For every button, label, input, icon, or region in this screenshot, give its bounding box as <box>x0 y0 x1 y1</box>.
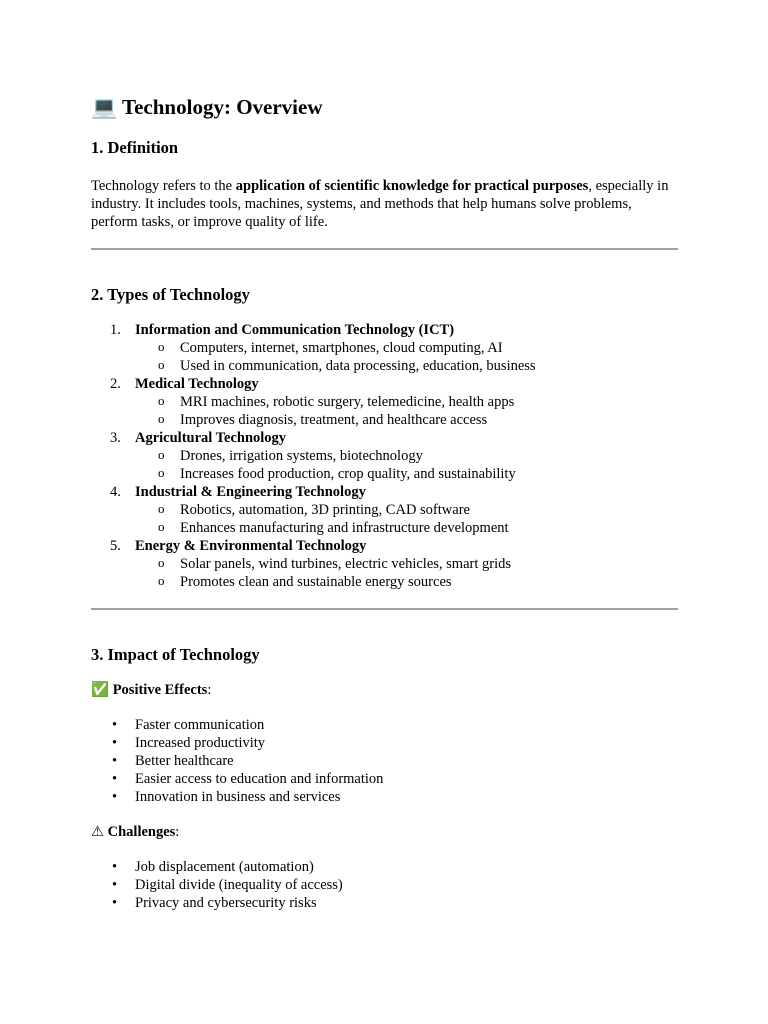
sub-item-text: Used in communication, data processing, education, business <box>180 358 536 374</box>
sub-list-item <box>135 501 678 519</box>
list-item-text: Faster communication <box>135 717 265 733</box>
types-list-item <box>91 429 678 483</box>
list-item-text: Job displacement (automation) <box>135 859 314 875</box>
item-number: 1. <box>110 322 121 338</box>
positive-effects-title: Positive Effects <box>112 682 208 698</box>
computer-icon: 💻 <box>91 95 118 119</box>
bullet-marker: • <box>112 895 118 911</box>
challenges-list <box>91 858 678 912</box>
check-mark-icon: ✅ <box>91 682 110 698</box>
label-colon: : <box>207 682 212 698</box>
list-item <box>91 716 678 734</box>
list-item-text: Digital divide (inequality of access) <box>135 877 343 893</box>
sub-bullet-marker: o <box>158 357 165 372</box>
sub-bullet-marker: o <box>158 501 165 516</box>
item-title: Medical Technology <box>135 376 259 392</box>
definition-text-after: , especially in industry. It includes tools, machines, systems, and methods that help humans solve problems, perform tasks, or improve quality of life. <box>91 178 669 230</box>
sub-item-text: Increases food production, crop quality, and sustainability <box>180 466 516 482</box>
sub-bullet-marker: o <box>158 555 165 570</box>
types-heading: 2. Types of Technology <box>91 285 250 304</box>
sub-list-item <box>135 393 678 411</box>
sub-list-item <box>135 555 678 573</box>
list-item <box>91 752 678 770</box>
warning-icon: ⚠ <box>91 824 104 840</box>
item-number: 5. <box>110 538 121 554</box>
sub-list-item <box>135 447 678 465</box>
sub-list <box>135 339 678 375</box>
item-number: 3. <box>110 430 121 446</box>
sub-item-text: Enhances manufacturing and infrastructure development <box>180 520 509 536</box>
types-list-item <box>91 321 678 375</box>
list-item-text: Better healthcare <box>135 753 234 769</box>
challenges-label <box>91 823 678 841</box>
list-item-text: Privacy and cybersecurity risks <box>135 895 317 911</box>
sub-list-item <box>135 357 678 375</box>
sub-list-item <box>135 411 678 429</box>
definition-text-before: Technology refers to the <box>91 178 236 194</box>
sub-item-text: MRI machines, robotic surgery, telemedicine, health apps <box>180 394 515 410</box>
label-colon: : <box>175 824 180 840</box>
sub-bullet-marker: o <box>158 519 165 534</box>
definition-paragraph <box>91 177 678 231</box>
sub-bullet-marker: o <box>158 573 165 588</box>
sub-item-text: Drones, irrigation systems, biotechnology <box>180 448 423 464</box>
section-divider <box>91 608 678 610</box>
definition-bold-phrase: application of scientific knowledge for practical purposes <box>235 178 589 194</box>
challenges-title: Challenges <box>107 824 176 840</box>
sub-bullet-marker: o <box>158 411 165 426</box>
list-item <box>91 894 678 912</box>
positive-effects-label <box>91 681 678 699</box>
impact-heading: 3. Impact of Technology <box>91 645 260 664</box>
sub-item-text: Improves diagnosis, treatment, and healthcare access <box>180 412 488 428</box>
sub-bullet-marker: o <box>158 393 165 408</box>
list-item-text: Increased productivity <box>135 735 266 751</box>
sub-list-item <box>135 465 678 483</box>
list-item <box>91 788 678 806</box>
page-title <box>91 0 678 121</box>
sub-bullet-marker: o <box>158 339 165 354</box>
list-item <box>91 734 678 752</box>
list-item <box>91 770 678 788</box>
sub-bullet-marker: o <box>158 465 165 480</box>
item-number: 4. <box>110 484 121 500</box>
types-list-item <box>91 537 678 591</box>
list-item-text: Easier access to education and information <box>135 771 384 787</box>
item-title: Agricultural Technology <box>135 430 287 446</box>
section-divider <box>91 248 678 250</box>
list-item-text: Innovation in business and services <box>135 789 341 805</box>
sub-list <box>135 501 678 537</box>
sub-item-text: Robotics, automation, 3D printing, CAD software <box>180 502 470 518</box>
bullet-marker: • <box>112 789 118 805</box>
bullet-marker: • <box>112 859 118 875</box>
definition-heading: 1. Definition <box>91 138 179 157</box>
item-number: 2. <box>110 376 121 392</box>
item-title: Information and Communication Technology (ICT) <box>135 322 455 338</box>
sub-list <box>135 555 678 591</box>
item-title: Industrial & Engineering Technology <box>135 484 366 500</box>
bullet-marker: • <box>112 717 118 733</box>
sub-item-text: Solar panels, wind turbines, electric vehicles, smart grids <box>180 556 511 572</box>
bullet-marker: • <box>112 877 118 893</box>
types-list-item <box>91 483 678 537</box>
list-item <box>91 858 678 876</box>
sub-list-item <box>135 573 678 591</box>
sub-list-item <box>135 519 678 537</box>
sub-bullet-marker: o <box>158 447 165 462</box>
bullet-marker: • <box>112 771 118 787</box>
bullet-marker: • <box>112 753 118 769</box>
sub-list <box>135 447 678 483</box>
page-title-text: Technology: Overview <box>122 95 323 119</box>
sub-list <box>135 393 678 429</box>
types-list-item <box>91 375 678 429</box>
sub-list-item <box>135 339 678 357</box>
types-list <box>91 321 678 591</box>
bullet-marker: • <box>112 735 118 751</box>
list-item <box>91 876 678 894</box>
item-title: Energy & Environmental Technology <box>135 538 367 554</box>
positive-effects-list <box>91 716 678 806</box>
sub-item-text: Promotes clean and sustainable energy sources <box>180 574 452 590</box>
sub-item-text: Computers, internet, smartphones, cloud computing, AI <box>180 340 503 356</box>
